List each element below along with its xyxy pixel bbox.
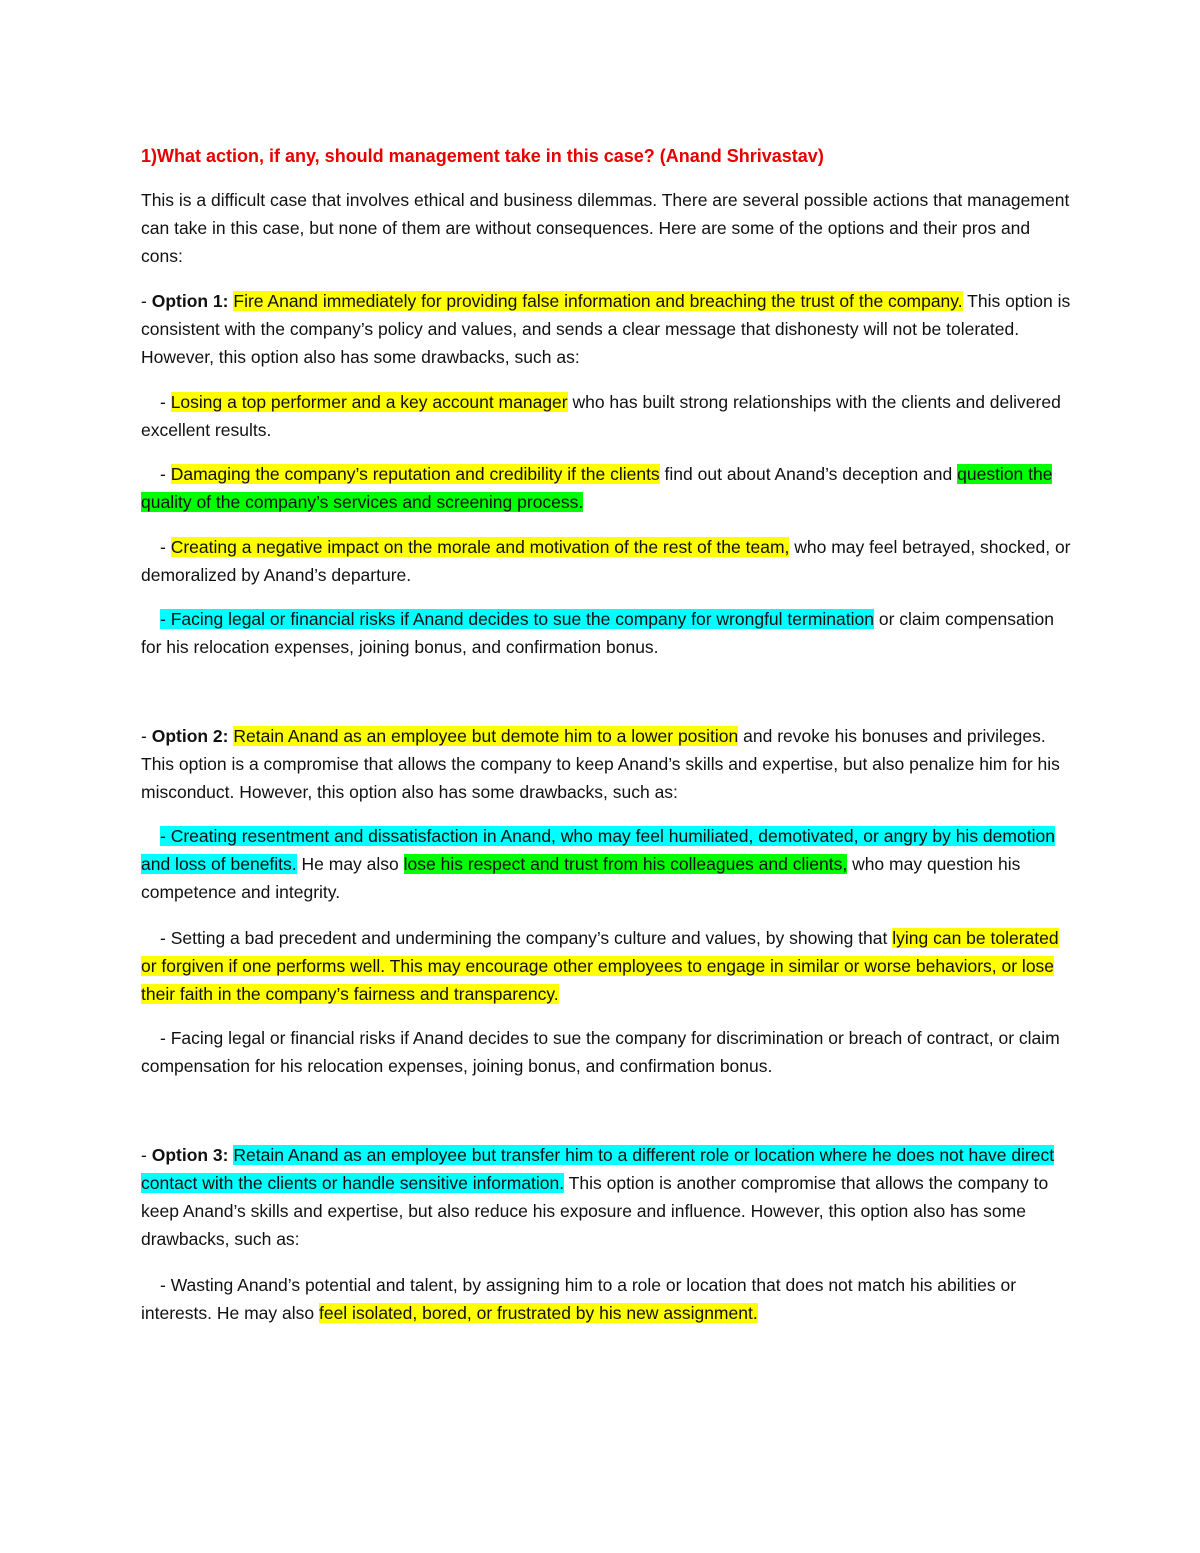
option1-bullet1-highlight: Losing a top performer and a key account manager xyxy=(170,392,568,412)
option1-bullet4-highlight: - Facing legal or financial risks if Anand decides to sue the company for wrongful termination xyxy=(160,609,874,629)
option3-paragraph xyxy=(141,1141,1071,1253)
option3-label: Option 3: xyxy=(151,1145,229,1165)
option3-highlight: Retain Anand as an employee but transfer him to a different role or location where he does not have direct contact with the clients or handle sensitive information. xyxy=(141,1145,1055,1193)
option1-label: Option 1: xyxy=(151,291,229,311)
bullet-dash: - xyxy=(160,537,171,557)
option1-text: This option is consistent with the company’s policy and values, and sends a clear message that dishonesty will not be tolerated. However, this option also has some drawbacks, such as: xyxy=(141,291,1071,367)
option1-bullet1 xyxy=(141,388,1071,444)
bullet-dash: - xyxy=(160,464,171,484)
option1-bullet4-text: or claim compensation for his relocation expenses, joining bonus, and confirmation bonus. xyxy=(141,609,1054,657)
page-title: 1)What action, if any, should management take in this case? (Anand Shrivastav) xyxy=(141,146,824,166)
option1-bullet2-highlight-green: question the quality of the company’s services and screening process. xyxy=(141,464,1053,512)
option2-dash: - xyxy=(141,726,152,746)
option2-text: and revoke his bonuses and privileges. This option is a compromise that allows the company to keep Anand’s skills and expertise, but also penalize him for his misconduct. However, this option also has some drawbacks, such as: xyxy=(141,726,1060,802)
option2-bullet3-text: - Facing legal or financial risks if Anand decides to sue the company for discrimination or breach of contract, or claim compensation for his relocation expenses, joining bonus, and confirmation bonus. xyxy=(141,1028,1060,1076)
option3-bullet1-text: - Wasting Anand’s potential and talent, by assigning him to a role or location that does not match his abilities or interests. He may also xyxy=(141,1275,1017,1323)
option3-bullet1-highlight: feel isolated, bored, or frustrated by his new assignment. xyxy=(318,1303,758,1323)
option2-bullet3 xyxy=(141,1024,1071,1080)
option1-bullet2-highlight: Damaging the company’s reputation and credibility if the clients xyxy=(170,464,660,484)
option1-bullet2 xyxy=(141,460,1071,516)
option2-bullet2 xyxy=(141,924,1071,1008)
option3-text: This option is another compromise that allows the company to keep Anand’s skills and expertise, but also reduce his exposure and influence. However, this option also has some drawbacks, such as: xyxy=(141,1173,1049,1249)
option2-bullet1 xyxy=(141,822,1071,906)
option1-bullet3-text: who may feel betrayed, shocked, or demoralized by Anand’s departure. xyxy=(141,537,1071,585)
option1-bullet1-text: who has built strong relationships with the clients and delivered excellent results. xyxy=(141,392,1061,440)
option1-bullet3 xyxy=(141,533,1071,589)
option2-bullet1-highlight: - Creating resentment and dissatisfaction in Anand, who may feel humiliated, demotivated, or angry by his demotion and loss of benefits. xyxy=(141,826,1055,874)
option1-dash: - xyxy=(141,291,152,311)
option2-bullet1-text: He may also xyxy=(296,854,404,874)
option3-bullet1 xyxy=(141,1271,1071,1327)
option1-bullet2-text: find out about Anand’s deception and xyxy=(659,464,958,484)
option3-dash: - xyxy=(141,1145,152,1165)
option1-bullet4 xyxy=(141,605,1071,661)
option1-highlight: Fire Anand immediately for providing false information and breaching the trust of the company. xyxy=(233,291,963,311)
option2-bullet1-highlight-green: lose his respect and trust from his colleagues and clients, xyxy=(403,854,848,874)
option1-bullet3-highlight: Creating a negative impact on the morale and motivation of the rest of the team, xyxy=(170,537,790,557)
option2-highlight: Retain Anand as an employee but demote him to a lower position xyxy=(233,726,739,746)
option2-paragraph xyxy=(141,722,1071,806)
option1-paragraph xyxy=(141,287,1071,371)
option2-label: Option 2: xyxy=(151,726,229,746)
bullet-dash: - xyxy=(160,392,171,412)
option2-bullet2-highlight: lying can be tolerated or forgiven if one performs well. This may encourage other employees to engage in similar or worse behaviors, or lose their faith in the company’s fairness and transparency. xyxy=(141,928,1059,1004)
option2-bullet2-text: - Setting a bad precedent and undermining the company’s culture and values, by showing that xyxy=(160,928,893,948)
intro-paragraph: This is a difficult case that involves ethical and business dilemmas. There are several possible actions that management can take in this case, but none of them are without consequences. Here are some of the options and their pros and cons: xyxy=(141,190,1070,266)
option2-bullet1-rest: who may question his competence and integrity. xyxy=(141,854,1021,902)
